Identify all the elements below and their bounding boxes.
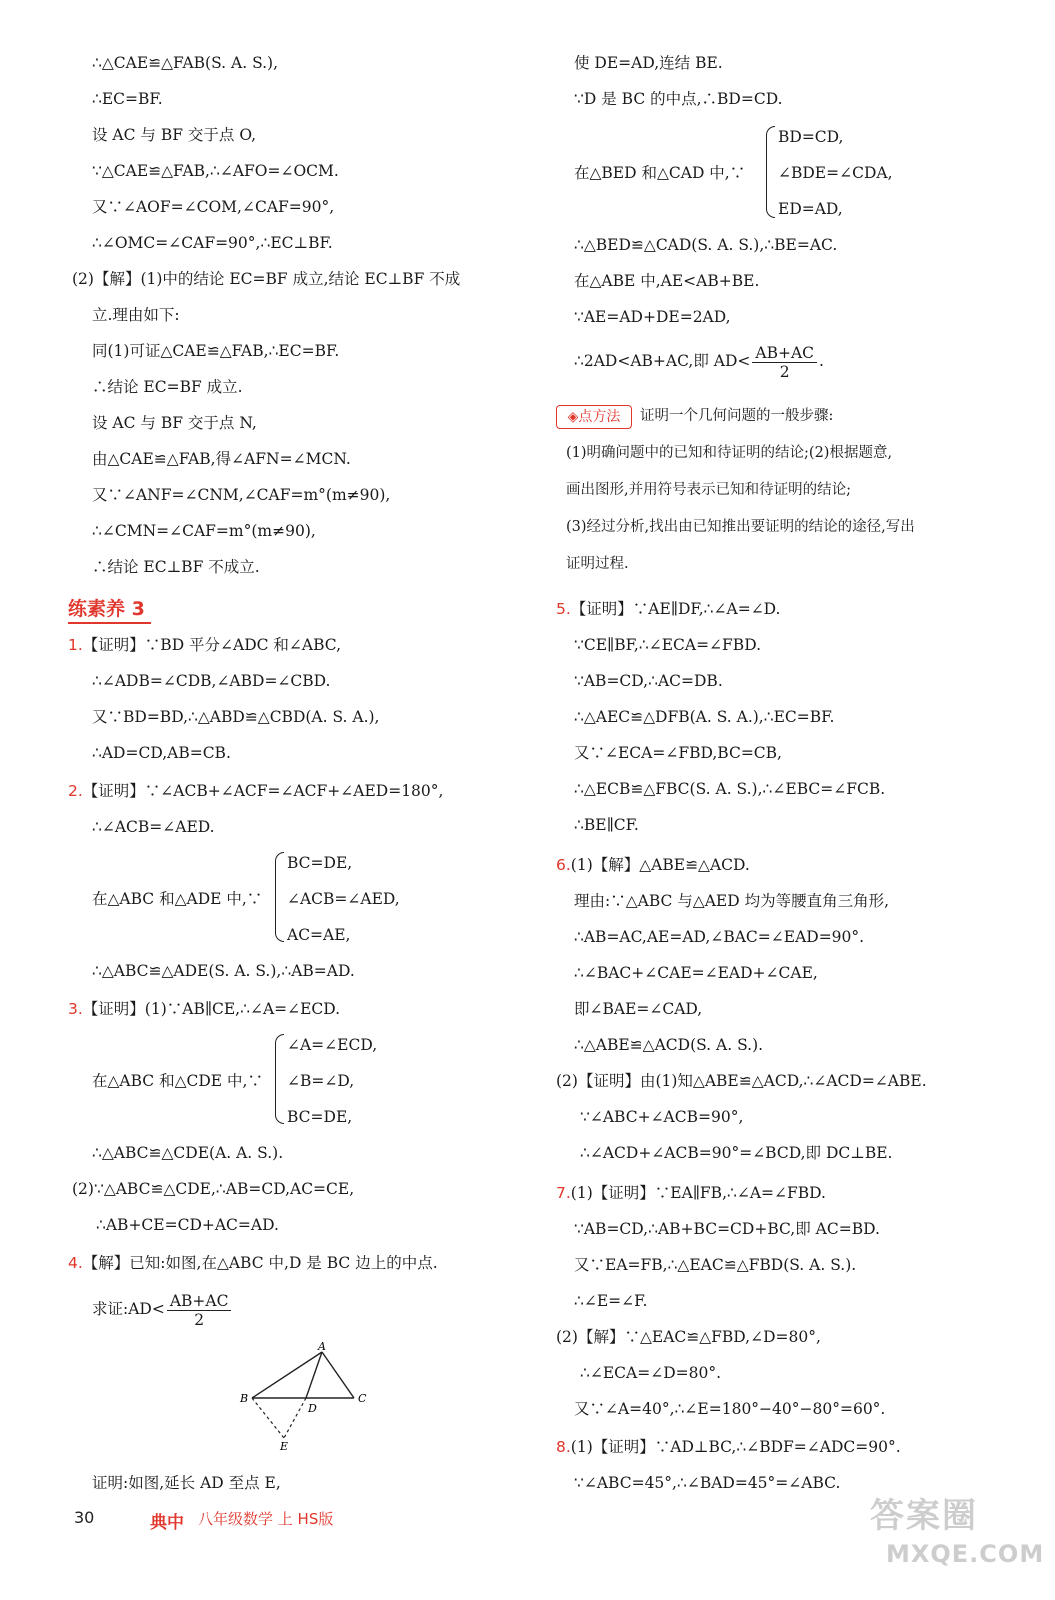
proof-line: ∴∠BAC+∠CAE=∠EAD+∠CAE, <box>574 964 818 982</box>
proof-line: ∴∠OMC=∠CAF=90°,∴EC⊥BF. <box>92 234 333 252</box>
proof-line: 又∵BD=BD,∴△ABD≌△CBD(A. S. A.), <box>92 708 380 726</box>
proof-line: ∴结论 EC⊥BF 不成立. <box>92 558 260 576</box>
proof-line: ∴△ABC≌△ADE(S. A. S.),∴AB=AD. <box>92 962 355 980</box>
vertex-label: B <box>240 1392 249 1405</box>
method-tip-badge: ◈点方法 <box>556 405 632 429</box>
question-7: 7.(1)【证明】∵EA∥FB,∴∠A=∠FBD. <box>556 1184 826 1202</box>
proof-line: 求证:AD< $\frac{AB+AC}{2}$ <box>92 1290 233 1329</box>
proof-line: (2)【证明】由(1)知△ABE≌△ACD,∴∠ACD=∠ABE. <box>556 1072 927 1090</box>
system-brace <box>275 1034 284 1124</box>
tip-line: 画出图形,并用符号表示已知和待证明的结论; <box>566 482 851 498</box>
tip-line: 证明一个几何问题的一般步骤: <box>640 408 834 424</box>
proof-line: ∴△ECB≌△FBC(S. A. S.),∴∠EBC=∠FCB. <box>574 780 886 798</box>
brace-line: ∠ACB=∠AED, <box>287 890 400 908</box>
proof-line: (2)【解】(1)中的结论 EC=BF 成立,结论 EC⊥BF 不成 <box>72 270 461 288</box>
question-4: 4.【解】已知:如图,在△ABC 中,D 是 BC 边上的中点. <box>68 1254 438 1272</box>
proof-line: 在△ABC 和△CDE 中,∵ <box>92 1072 263 1090</box>
proof-line: 又∵EA=FB,∴△EAC≌△FBD(S. A. S.). <box>574 1256 857 1274</box>
fraction: $\frac{AB+AC}{2}$ <box>167 1292 232 1329</box>
proof-line: ∴AB+CE=CD+AC=AD. <box>96 1216 279 1234</box>
brace-line: BD=CD, <box>778 128 844 146</box>
proof-line: 又∵∠AOF=∠COM,∠CAF=90°, <box>92 198 335 216</box>
watermark-logo: 答案圈 <box>870 1496 978 1536</box>
proof-line: (2)∵△ABC≌△CDE,∴AB=CD,AC=CE, <box>72 1180 355 1198</box>
tip-line: 证明过程. <box>566 556 629 572</box>
proof-line: ∵AB=CD,∴AB+BC=CD+BC,即 AC=BD. <box>574 1220 880 1238</box>
proof-line: ∴AD=CD,AB=CB. <box>92 744 231 762</box>
page-number: 30 <box>74 1508 95 1527</box>
proof-line: 设 AC 与 BF 交于点 O, <box>92 126 257 144</box>
proof-line: 设 AC 与 BF 交于点 N, <box>92 414 257 432</box>
question-8: 8.(1)【证明】∵AD⊥BC,∴∠BDF=∠ADC=90°. <box>556 1438 901 1456</box>
proof-line: 证明:如图,延长 AD 至点 E, <box>92 1474 281 1492</box>
vertex-label: A <box>318 1340 326 1353</box>
proof-line: 又∵∠ECA=∠FBD,BC=CB, <box>574 744 782 762</box>
proof-line: 在△ABC 和△ADE 中,∵ <box>92 890 263 908</box>
proof-line: ∴∠E=∠F. <box>574 1292 648 1310</box>
proof-line: ∴结论 EC=BF 成立. <box>92 378 243 396</box>
proof-line: ∴∠CMN=∠CAF=m°(m≠90), <box>92 522 316 540</box>
question-1: 1.【证明】∵BD 平分∠ADC 和∠ABC, <box>68 636 342 654</box>
section-title: 练素养 3 <box>68 594 145 621</box>
question-3: 3.【证明】(1)∵AB∥CE,∴∠A=∠ECD. <box>68 1000 341 1018</box>
triangle-figure <box>232 1340 382 1452</box>
proof-line: ∴∠ACD+∠ACB=90°=∠BCD,即 DC⊥BE. <box>580 1144 893 1162</box>
proof-line: ∵∠ABC+∠ACB=90°, <box>580 1108 744 1126</box>
proof-line: ∴EC=BF. <box>92 90 163 108</box>
proof-line: ∴△BED≌△CAD(S. A. S.),∴BE=AC. <box>574 236 838 254</box>
proof-line: ∴BE∥CF. <box>574 816 639 834</box>
brace-line: ∠B=∠D, <box>287 1072 355 1090</box>
diamond-icon: ◈ <box>567 409 579 425</box>
tip-line: (1)明确问题中的已知和待证明的结论;(2)根据题意, <box>566 445 893 461</box>
proof-line: 在△ABE 中,AE<AB+BE. <box>574 272 760 290</box>
proof-line: ∵AE=AD+DE=2AD, <box>574 308 731 326</box>
proof-line: ∴△AEC≌△DFB(A. S. A.),∴EC=BF. <box>574 708 835 726</box>
proof-line: (2)【解】∵△EAC≌△FBD,∠D=80°, <box>556 1328 821 1346</box>
watermark-url: MXQE.COM <box>886 1540 1045 1568</box>
question-6: 6.(1)【解】△ABE≌△ACD. <box>556 856 750 874</box>
vertex-label: D <box>308 1402 317 1415</box>
brace-line: ED=AD, <box>778 200 843 218</box>
book-title: 八年级数学 上 HS版 <box>198 1510 334 1528</box>
proof-line: 又∵∠ANF=∠CNM,∠CAF=m°(m≠90), <box>92 486 391 504</box>
proof-line: 由△CAE≌△FAB,得∠AFN=∠MCN. <box>92 450 351 468</box>
fraction: $\frac{AB+AC}{2}$ <box>752 344 817 381</box>
proof-line: ∴2AD<AB+AC,即 AD< $\frac{AB+AC}{2}$ . <box>574 343 824 381</box>
proof-line: 又∵∠A=40°,∴∠E=180°−40°−80°=60°. <box>574 1400 886 1418</box>
proof-line: ∵CE∥BF,∴∠ECA=∠FBD. <box>574 636 761 654</box>
question-2: 2.【证明】∵∠ACB+∠ACF=∠ACF+∠AED=180°, <box>68 782 444 800</box>
proof-line: 在△BED 和△CAD 中,∵ <box>574 164 746 182</box>
proof-line: 即∠BAE=∠CAD, <box>574 1000 703 1018</box>
brace-line: BC=DE, <box>287 1108 353 1126</box>
proof-line: ∴∠ADB=∠CDB,∠ABD=∠CBD. <box>92 672 331 690</box>
brace-line: AC=AE, <box>287 926 351 944</box>
proof-line: ∴∠ACB=∠AED. <box>92 818 215 836</box>
brand-logo: 典中 <box>150 1513 184 1533</box>
tip-line: (3)经过分析,找出由已知推出要证明的结论的途径,写出 <box>566 519 915 535</box>
proof-line: ∴△ABE≌△ACD(S. A. S.). <box>574 1036 764 1054</box>
question-5: 5.【证明】∵AE∥DF,∴∠A=∠D. <box>556 600 781 618</box>
proof-line: 使 DE=AD,连结 BE. <box>574 54 723 72</box>
brace-line: ∠BDE=∠CDA, <box>778 164 893 182</box>
proof-line: 立.理由如下: <box>92 306 180 324</box>
proof-line: 理由:∵△ABC 与△AED 均为等腰直角三角形, <box>574 892 890 910</box>
proof-line: 同(1)可证△CAE≌△FAB,∴EC=BF. <box>92 342 340 360</box>
vertex-label: E <box>280 1440 289 1452</box>
proof-line: ∵∠ABC=45°,∴∠BAD=45°=∠ABC. <box>574 1474 841 1492</box>
brace-line: ∠A=∠ECD, <box>287 1036 378 1054</box>
proof-line: ∴△CAE≌△FAB(S. A. S.), <box>92 54 279 72</box>
proof-line: ∵D 是 BC 的中点,∴BD=CD. <box>574 90 783 108</box>
proof-line: ∴△ABC≌△CDE(A. A. S.). <box>92 1144 284 1162</box>
proof-line: ∵AB=CD,∴AC=DB. <box>574 672 723 690</box>
system-brace <box>766 126 775 218</box>
vertex-label: C <box>358 1392 367 1405</box>
system-brace <box>275 852 284 942</box>
brace-line: BC=DE, <box>287 854 353 872</box>
proof-line: ∴AB=AC,AE=AD,∠BAC=∠EAD=90°. <box>574 928 865 946</box>
proof-line: ∵△CAE≌△FAB,∴∠AFO=∠OCM. <box>92 162 339 180</box>
proof-line: ∴∠ECA=∠D=80°. <box>580 1364 722 1382</box>
